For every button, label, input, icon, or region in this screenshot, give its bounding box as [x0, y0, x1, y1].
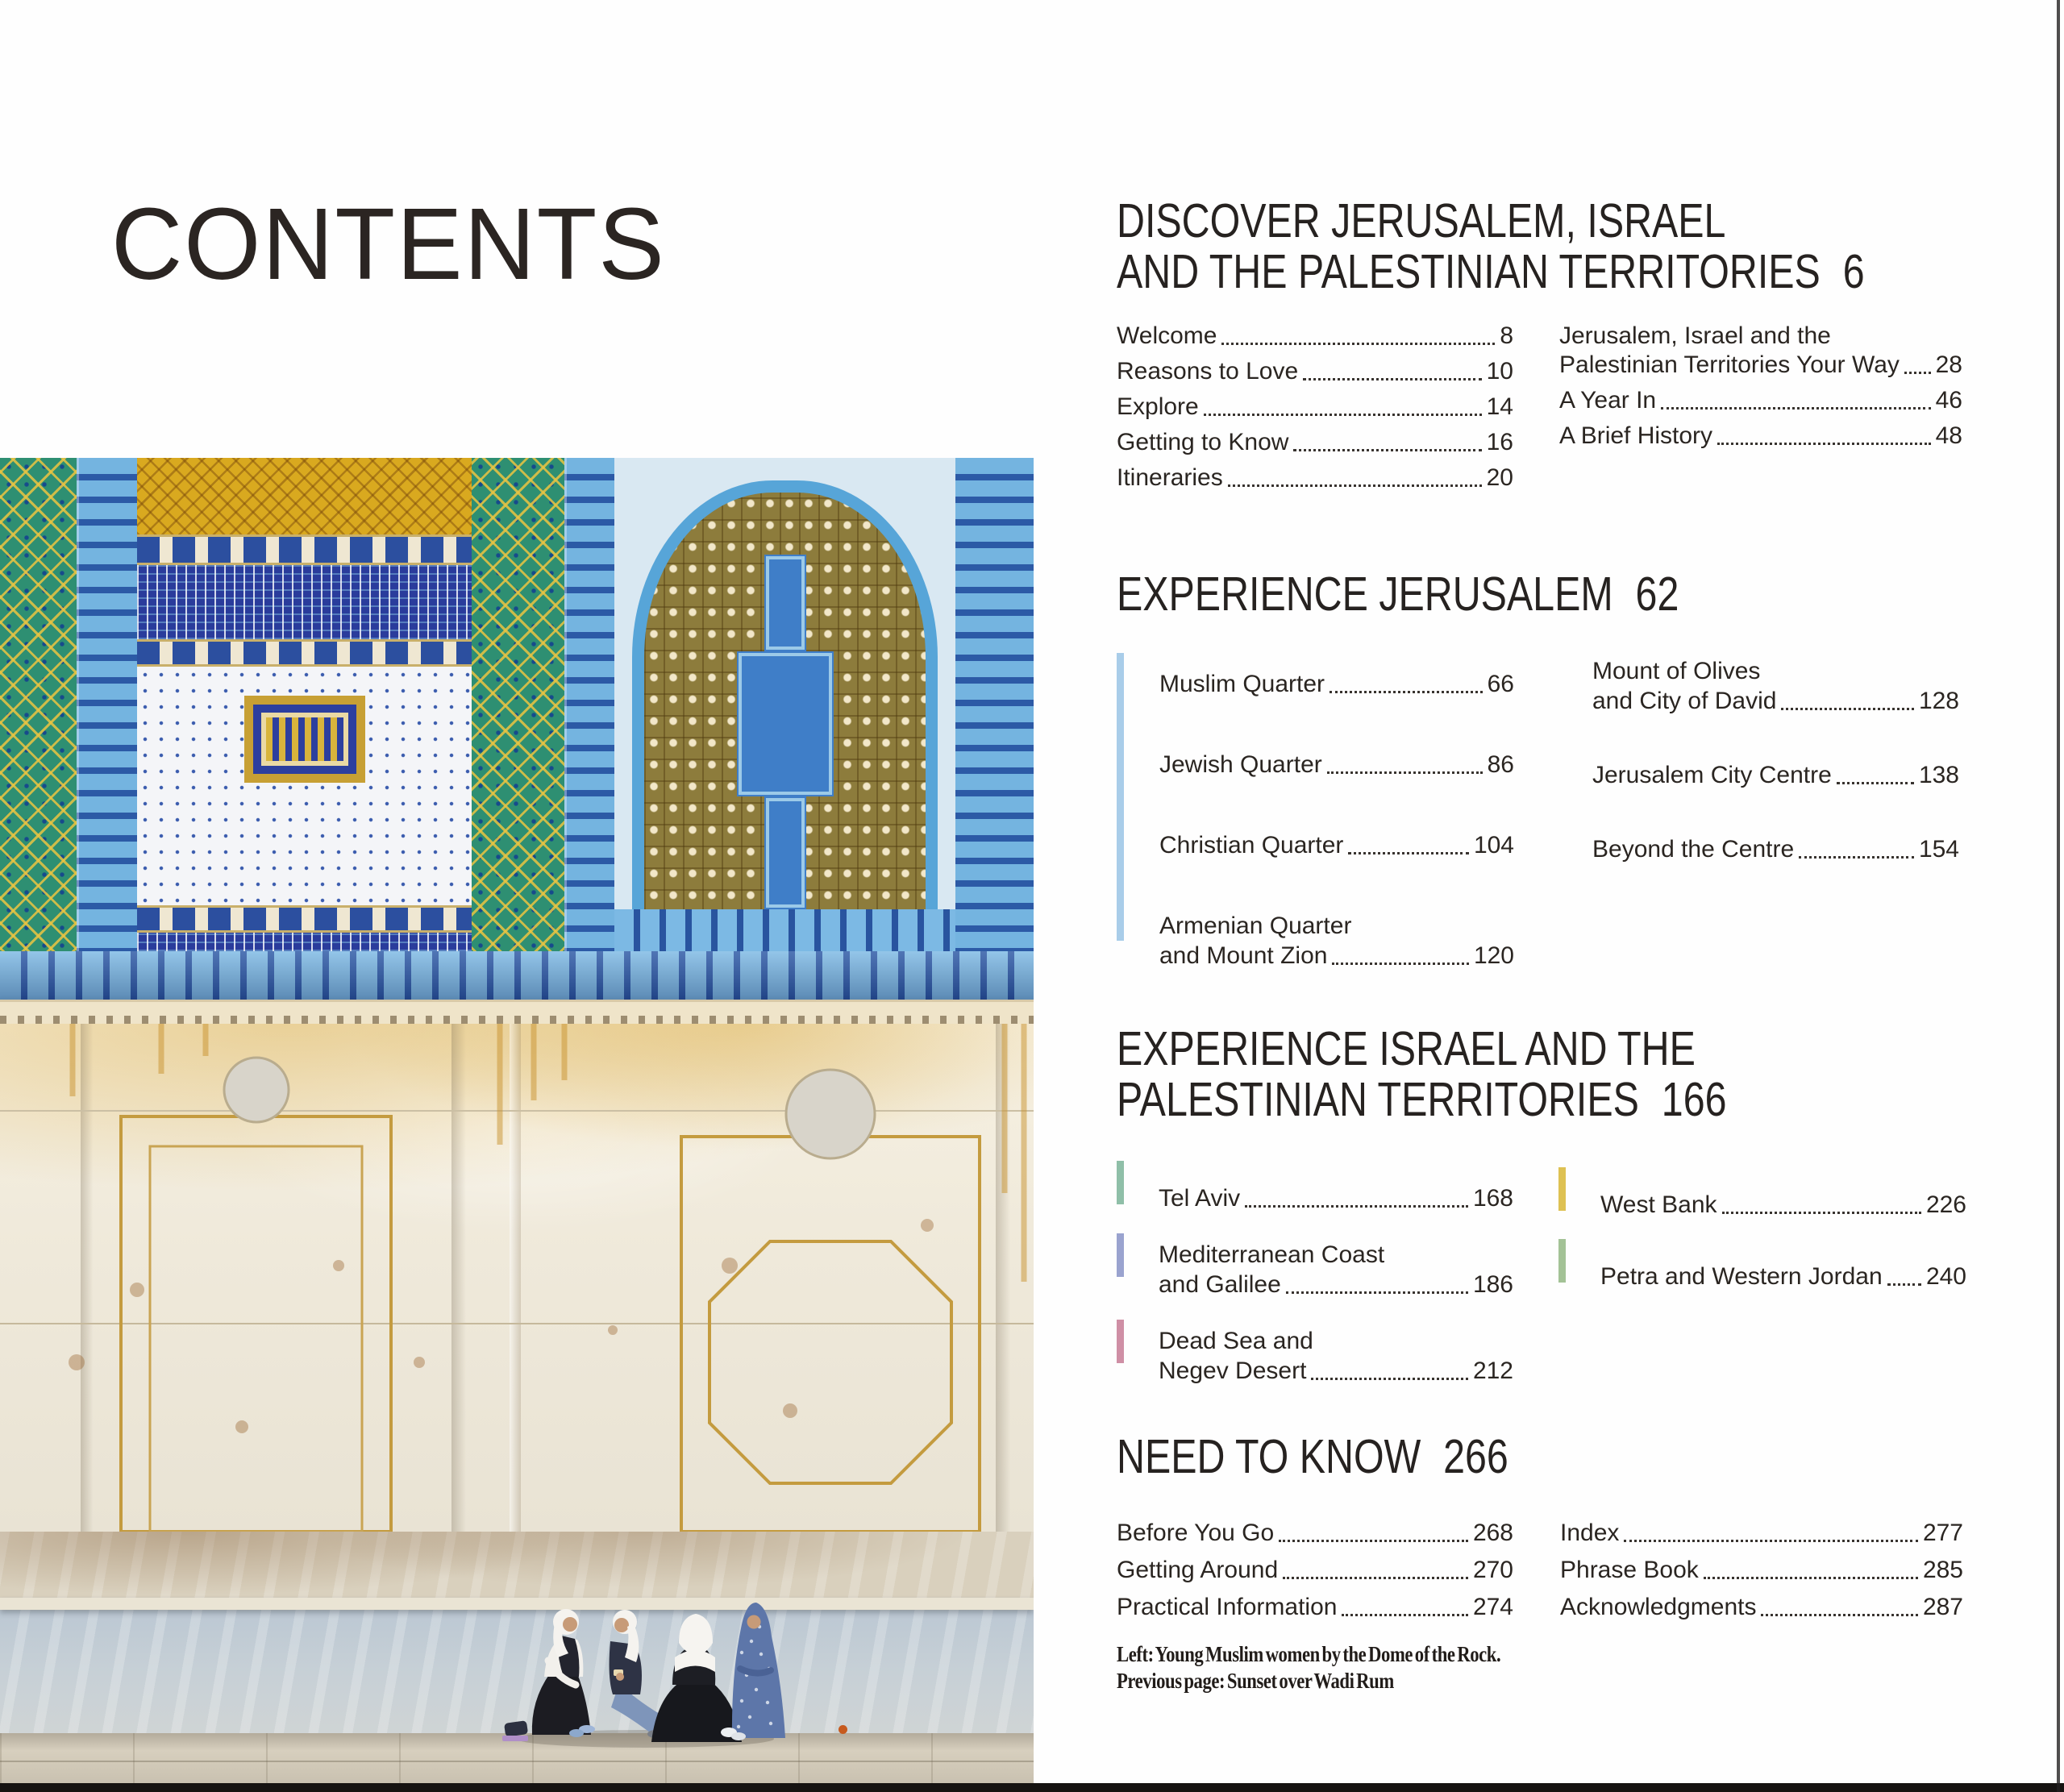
- entry-label: Getting Around: [1117, 1557, 1279, 1583]
- dot-leader: [1330, 691, 1483, 693]
- entry-label: Welcome: [1117, 322, 1217, 349]
- entry-label: Jewish Quarter: [1159, 751, 1322, 778]
- toc-entry: [1559, 322, 1962, 380]
- toc-entry: [1117, 1593, 1513, 1622]
- orange-object-on-pavement: [838, 1725, 847, 1734]
- entry-page-number: 268: [1472, 1520, 1513, 1546]
- entry-label: Negev Desert: [1159, 1358, 1307, 1384]
- section-heading-need-to-know: [1117, 1432, 1595, 1482]
- entry-page-number: 28: [1935, 351, 1962, 378]
- toc-entry: [1159, 669, 1514, 699]
- dot-leader: [1704, 1577, 1918, 1579]
- left-arch-tile-panel: [137, 458, 472, 1000]
- heading-line: PALESTINIAN TERRITORIES: [1117, 1073, 1639, 1126]
- caption-previous-page: Previous page: Sunset over Wadi Rum: [1117, 1669, 1394, 1693]
- toc-entry: [1559, 422, 1962, 451]
- entry-label-line1: Armenian Quarter: [1159, 913, 1352, 939]
- seated-muslim-women-group: [500, 1580, 790, 1749]
- section-heading-experience-israel: [1117, 1024, 1861, 1125]
- dot-leader: [1286, 1291, 1468, 1294]
- entry-page-number: 8: [1500, 322, 1513, 349]
- toc-entry: [1159, 830, 1514, 860]
- chapter-color-bar: [1117, 1161, 1124, 1204]
- entry-label-line1: Jerusalem, Israel and the: [1559, 322, 1831, 349]
- toc-entry: [1559, 386, 1962, 415]
- cornice-molding: [0, 1000, 1034, 1024]
- floral-tile-field: [137, 667, 472, 905]
- blue-brick-sill: [614, 909, 955, 951]
- entry-page-number: 14: [1486, 393, 1513, 420]
- entry-label: Itineraries: [1117, 464, 1223, 491]
- toc-entry: [1592, 760, 1959, 790]
- dot-leader: [1717, 443, 1931, 445]
- entry-page-number: 10: [1486, 358, 1513, 385]
- marble-frame-ornaments: [0, 1024, 1034, 1532]
- toc-entry: [1117, 1519, 1513, 1548]
- entry-page-number: 240: [1925, 1263, 1966, 1290]
- dot-leader: [1624, 1540, 1918, 1542]
- dot-leader: [1204, 414, 1482, 416]
- toc-entry: [1159, 750, 1514, 780]
- toc-entry: [1592, 834, 1959, 864]
- dot-leader: [1228, 484, 1482, 487]
- entry-page-number: 226: [1925, 1191, 1966, 1218]
- entry-page-number: 16: [1486, 429, 1513, 455]
- dot-leader: [1904, 372, 1931, 374]
- entry-page-number: 46: [1935, 387, 1962, 414]
- section-heading-discover: [1117, 196, 2029, 297]
- section-page-number: 62: [1635, 568, 1679, 621]
- entry-label: Before You Go: [1117, 1520, 1275, 1546]
- toc-entry: [1117, 322, 1513, 351]
- entry-page-number: 104: [1473, 832, 1514, 859]
- dot-leader: [1781, 708, 1913, 710]
- dot-leader: [1293, 449, 1481, 451]
- blue-tile-inlay: [764, 796, 806, 909]
- entry-label: Practical Information: [1117, 1594, 1338, 1620]
- entry-label: Reasons to Love: [1117, 358, 1299, 385]
- page-bottom-edge: [0, 1783, 2064, 1792]
- entry-label: Muslim Quarter: [1159, 671, 1325, 697]
- entry-label: West Bank: [1600, 1191, 1717, 1218]
- dot-leader: [1722, 1212, 1921, 1214]
- heading-line: AND THE PALESTINIAN TERRITORIES: [1117, 245, 1821, 298]
- entry-page-number: 186: [1472, 1271, 1513, 1298]
- entry-label: Acknowledgments: [1560, 1594, 1757, 1620]
- heading-line: NEED TO KNOW: [1117, 1430, 1421, 1483]
- section-page-number: 6: [1842, 245, 1865, 298]
- entry-label: Index: [1560, 1520, 1620, 1546]
- entry-page-number: 277: [1922, 1520, 1963, 1546]
- dot-leader: [1311, 1378, 1468, 1380]
- toc-entry: [1117, 393, 1513, 422]
- pavement-seam: [0, 1761, 1034, 1762]
- toc-entry: [1558, 1190, 1966, 1220]
- dot-leader: [1327, 771, 1483, 774]
- entry-label: Explore: [1117, 393, 1199, 420]
- dot-leader: [1221, 343, 1495, 345]
- entry-page-number: 287: [1922, 1594, 1963, 1620]
- page-title: CONTENTS: [111, 187, 666, 301]
- gold-spandrel-tiles: [137, 458, 472, 534]
- entry-page-number: 128: [1918, 688, 1959, 714]
- heading-line: EXPERIENCE ISRAEL AND THE: [1117, 1022, 1696, 1075]
- blue-edge-column: [955, 458, 1034, 1000]
- dome-of-the-rock-photo: [0, 458, 1034, 1783]
- dot-leader: [1342, 1614, 1467, 1616]
- entry-label: and City of David: [1592, 688, 1777, 714]
- dot-leader: [1303, 378, 1481, 380]
- toc-entry: [1117, 1240, 1513, 1299]
- blue-tile-inlay: [737, 651, 834, 796]
- dot-leader: [1348, 852, 1469, 854]
- entry-page-number: 154: [1918, 836, 1959, 863]
- toc-entry: [1117, 428, 1513, 457]
- dot-leader: [1245, 1205, 1468, 1208]
- entry-label: A Brief History: [1559, 422, 1713, 449]
- right-tile-panels: [955, 458, 1034, 1000]
- heading-line: EXPERIENCE JERUSALEM: [1117, 568, 1613, 621]
- tile-medallion: [244, 696, 365, 783]
- toc-entry: [1117, 1556, 1513, 1585]
- green-lattice-tile-strip: [0, 458, 77, 1000]
- dot-leader: [1332, 963, 1468, 965]
- toc-entry: [1558, 1262, 1966, 1291]
- section-heading-experience-jerusalem: [1117, 569, 1802, 620]
- blue-brick-column: [77, 458, 137, 1000]
- entry-label-line1: Mount of Olives: [1592, 658, 1761, 684]
- chapter-color-bar: [1117, 1233, 1124, 1277]
- toc-entry: [1159, 911, 1514, 971]
- table-of-contents: [1117, 0, 2064, 1792]
- tile-mosaic-band: [0, 458, 1034, 1000]
- dot-leader: [1283, 1577, 1468, 1579]
- entry-label-line1: Mediterranean Coast: [1159, 1241, 1385, 1268]
- section-page-number: 266: [1443, 1430, 1508, 1483]
- central-arch-window: [614, 458, 955, 1000]
- entry-label: Petra and Western Jordan: [1600, 1263, 1883, 1290]
- entry-page-number: 270: [1472, 1557, 1513, 1583]
- entry-label: Christian Quarter: [1159, 832, 1344, 859]
- entry-label-line1: Dead Sea and: [1159, 1328, 1313, 1354]
- entry-page-number: 212: [1472, 1358, 1513, 1384]
- chapter-color-bar: [1117, 653, 1124, 941]
- entry-label: and Galilee: [1159, 1271, 1281, 1298]
- chapter-color-bar: [1558, 1239, 1566, 1283]
- toc-entry: [1117, 357, 1513, 386]
- toc-entry: [1117, 1183, 1513, 1213]
- cartouche-border: [137, 639, 472, 667]
- dot-leader: [1799, 856, 1914, 859]
- section-page-number: 166: [1661, 1073, 1727, 1126]
- entry-page-number: 120: [1473, 942, 1514, 969]
- entry-page-number: 48: [1935, 422, 1962, 449]
- entry-label: Getting to Know: [1117, 429, 1289, 455]
- entry-label: Phrase Book: [1560, 1557, 1699, 1583]
- blue-brick-base-band: [0, 951, 1034, 1000]
- toc-entry: [1560, 1519, 1963, 1548]
- entry-label: Beyond the Centre: [1592, 836, 1795, 863]
- arabesque-border: [137, 565, 472, 639]
- toc-entry: [1117, 464, 1513, 493]
- entry-label: Palestinian Territories Your Way: [1559, 351, 1900, 378]
- green-lattice-tile-strip: [472, 458, 564, 1000]
- caption-left-photo: Left: Young Muslim women by the Dome of the Rock.: [1117, 1642, 1501, 1666]
- dot-leader: [1661, 407, 1931, 410]
- cartouche-border: [137, 534, 472, 565]
- entry-page-number: 86: [1487, 751, 1514, 778]
- chapter-color-bar: [1558, 1167, 1566, 1211]
- entry-page-number: 285: [1922, 1557, 1963, 1583]
- marble-wall: [0, 1024, 1034, 1532]
- page-right-edge: [2057, 0, 2060, 1792]
- blue-tile-inlay: [764, 555, 806, 651]
- dot-leader: [1761, 1614, 1917, 1616]
- entry-page-number: 20: [1486, 464, 1513, 491]
- entry-label: and Mount Zion: [1159, 942, 1328, 969]
- toc-entry: [1117, 1326, 1513, 1386]
- cartouche-border: [137, 905, 472, 933]
- entry-label: Jerusalem City Centre: [1592, 762, 1832, 788]
- toc-entry: [1592, 656, 1959, 716]
- entry-page-number: 66: [1487, 671, 1514, 697]
- entry-page-number: 274: [1472, 1594, 1513, 1620]
- dot-leader: [1837, 782, 1914, 784]
- toc-entry: [1560, 1593, 1963, 1622]
- chapter-color-bar: [1117, 1320, 1124, 1363]
- entry-label: A Year In: [1559, 387, 1657, 414]
- dot-leader: [1887, 1283, 1921, 1286]
- dot-leader: [1279, 1540, 1468, 1542]
- entry-page-number: 168: [1472, 1185, 1513, 1212]
- entry-label: Tel Aviv: [1159, 1185, 1241, 1212]
- heading-line: DISCOVER JERUSALEM, ISRAEL: [1117, 194, 1726, 247]
- toc-entry: [1560, 1556, 1963, 1585]
- entry-page-number: 138: [1918, 762, 1959, 788]
- blue-brick-column: [564, 458, 614, 1000]
